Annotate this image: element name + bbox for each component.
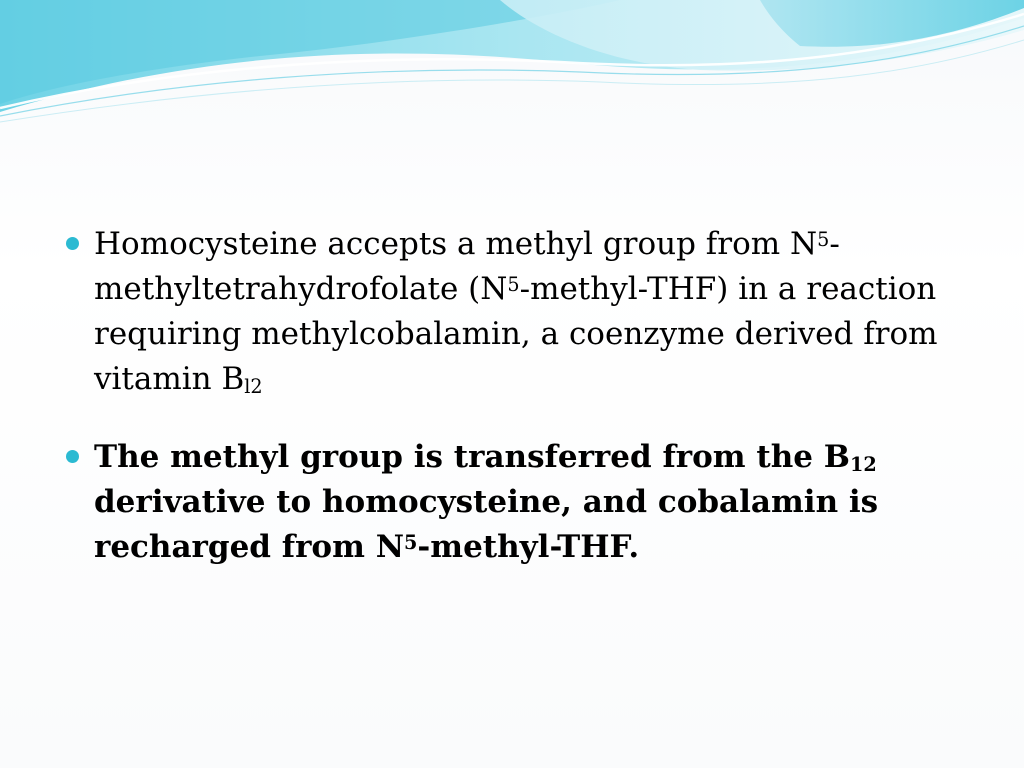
- bullet-line-2: methyltetrahydrofolate $(N^5-methyl-THF)$ in a reaction: [94, 271, 937, 307]
- bullet-line-1: The methyl group is transferred from the $B_{12}$: [94, 439, 877, 477]
- bullet-line-3: requiring methylcobalamin, a coenzyme derived from: [94, 316, 938, 352]
- bullet-line-2: derivative to homocysteine, and cobalamin is: [94, 484, 879, 520]
- bullet-line-3: recharged from $N^5-methyl$-THF.: [94, 529, 640, 565]
- bullet-dot-icon: [66, 237, 79, 250]
- bullet-line-4: vitamin $B_{l2}$: [94, 361, 263, 399]
- bullet-item-homocysteine: [66, 222, 966, 402]
- bullet-item-methyl-transfer: [66, 435, 966, 570]
- subscript-12: l2: [244, 375, 263, 399]
- subscript-12: 12: [849, 453, 877, 477]
- slide-body: [66, 222, 966, 570]
- decorative-wave-header: [0, 0, 1024, 130]
- superscript-5: 5: [404, 530, 418, 554]
- bullet-dot-icon: [66, 450, 79, 463]
- superscript-5: 5: [507, 272, 520, 296]
- superscript-5: 5: [817, 227, 830, 251]
- bullet-line-1: Homocysteine accepts a methyl group from $N^5-$: [94, 226, 840, 262]
